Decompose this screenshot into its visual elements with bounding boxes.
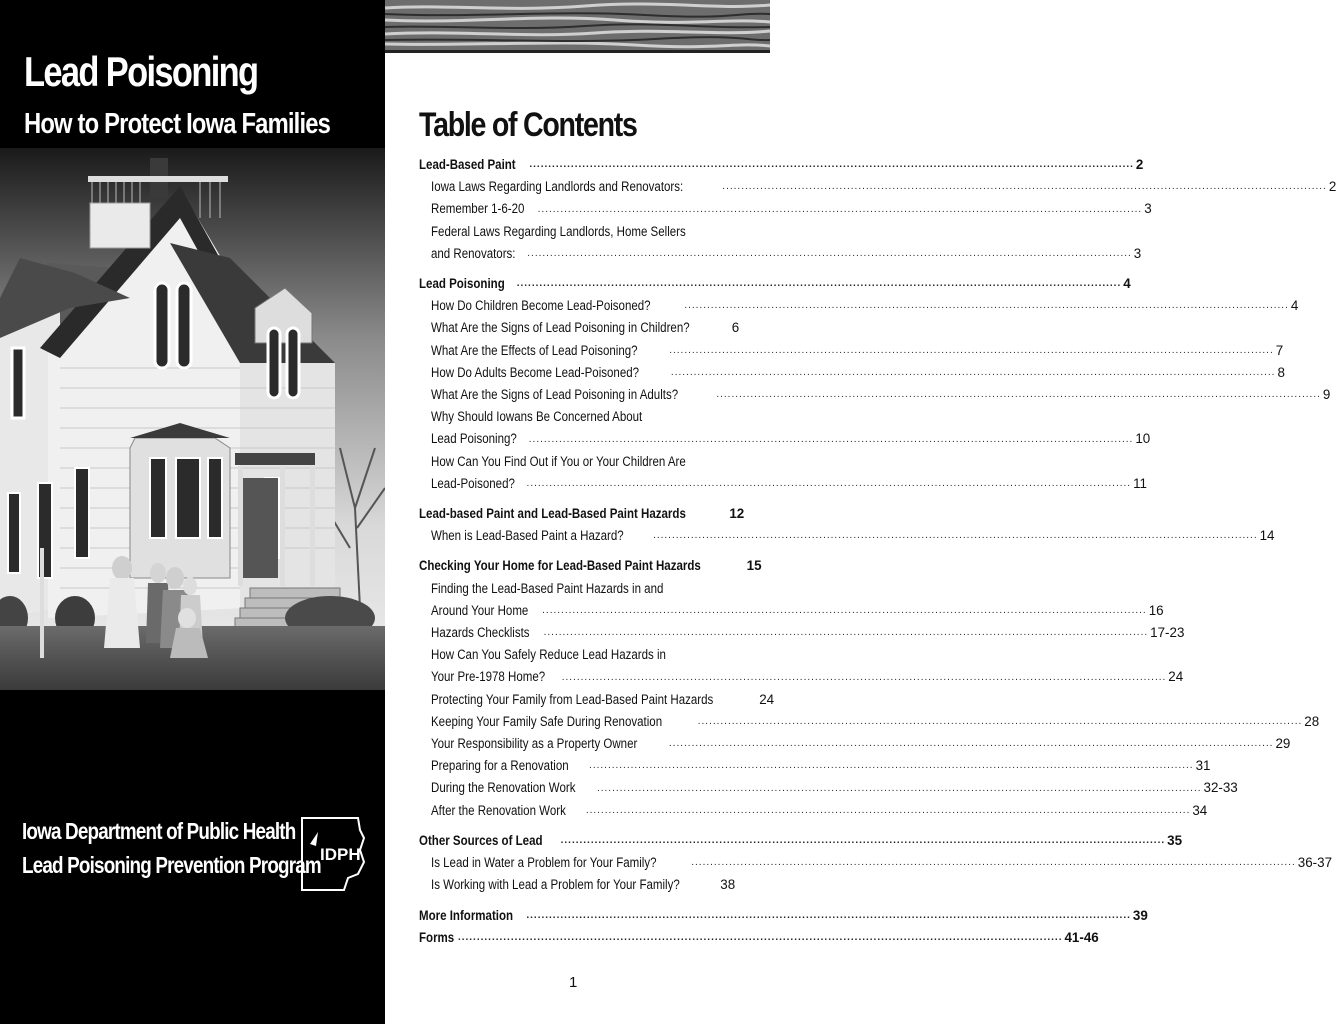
dot-leader bbox=[562, 671, 1167, 685]
toc-entry-text: Lead Poisoning? bbox=[431, 431, 517, 447]
toc-entry-text: What Are the Signs of Lead Poisoning in Adults? bbox=[431, 387, 679, 403]
dot-leader bbox=[691, 856, 1296, 870]
toc-heading-entry bbox=[419, 273, 1131, 295]
toc-entry-text: Why Should Iowans Be Concerned About bbox=[431, 409, 643, 425]
toc-entry-text: Your Responsibility as a Property Owner bbox=[431, 736, 638, 752]
toc-page-ref: 4 bbox=[1290, 298, 1299, 314]
toc-page-ref: 41-46 bbox=[1064, 929, 1099, 945]
toc-entry-text: and Renovators: bbox=[431, 245, 516, 261]
dot-leader bbox=[669, 737, 1274, 751]
toc-page-ref: 31 bbox=[1195, 758, 1211, 774]
program-name: Lead Poisoning Prevention Program bbox=[22, 852, 321, 878]
cover-subtitle: How to Protect Iowa Families bbox=[24, 108, 331, 140]
dot-leader bbox=[586, 804, 1191, 818]
toc-entry-text: Iowa Laws Regarding Landlords and Renovators: bbox=[431, 179, 684, 195]
toc-page-ref: 14 bbox=[1259, 528, 1275, 544]
toc-page-ref: 12 bbox=[729, 506, 745, 522]
toc-page-ref: 35 bbox=[1167, 832, 1183, 848]
toc-entry-text: Hazards Checklists bbox=[431, 625, 530, 641]
toc-list bbox=[419, 154, 1336, 957]
toc-entry-text: Preparing for a Renovation bbox=[431, 758, 569, 774]
toc-entry-text: What Are the Effects of Lead Poisoning? bbox=[431, 342, 638, 358]
toc-entry-text: Remember 1-6-20 bbox=[431, 201, 525, 217]
toc-heading-entry bbox=[419, 830, 1183, 852]
toc-entry-text: Lead-Poisoned? bbox=[431, 475, 515, 491]
toc-page-ref: 16 bbox=[1148, 602, 1164, 618]
org-name: Iowa Department of Public Health bbox=[22, 818, 296, 844]
toc-page-ref: 9 bbox=[1322, 387, 1331, 403]
cover-title: Lead Poisoning bbox=[24, 48, 258, 95]
dot-leader bbox=[529, 158, 1134, 172]
toc-page-ref: 32-33 bbox=[1203, 780, 1238, 796]
toc-page-ref: 17-23 bbox=[1150, 625, 1185, 641]
toc-page-ref: 39 bbox=[1132, 907, 1148, 923]
dot-leader bbox=[529, 433, 1134, 447]
toc-page-ref: 15 bbox=[746, 558, 762, 574]
toc-heading-entry bbox=[419, 927, 1099, 949]
toc-page-ref: 3 bbox=[1133, 245, 1142, 261]
cover-panel bbox=[0, 0, 385, 1024]
toc-section bbox=[419, 555, 1320, 821]
toc-entry-text: Is Working with Lead a Problem for Your Family? bbox=[431, 877, 680, 893]
toc-entry-text: Around Your Home bbox=[431, 602, 529, 618]
dot-leader bbox=[517, 277, 1122, 291]
toc-sub-entry bbox=[419, 600, 1164, 622]
toc-sub-entry bbox=[419, 689, 775, 711]
toc-sub-entry bbox=[419, 777, 1238, 799]
toc-page-ref: 10 bbox=[1135, 431, 1151, 447]
toc-sub-entry bbox=[419, 666, 1184, 688]
weathered-wood-banner bbox=[385, 0, 770, 62]
toc-page-ref: 36-37 bbox=[1297, 855, 1333, 871]
toc-entry-text: How Can You Find Out if You or Your Children Are bbox=[431, 453, 686, 469]
dot-leader bbox=[684, 299, 1289, 313]
toc-sub-entry bbox=[419, 622, 1185, 644]
page-number: 1 bbox=[569, 974, 578, 991]
dot-leader bbox=[669, 344, 1274, 358]
toc-entry-text: More Information bbox=[419, 907, 514, 923]
toc-sub-entry bbox=[419, 800, 1208, 822]
toc-section bbox=[419, 154, 1336, 265]
toc-page-ref: 6 bbox=[731, 320, 740, 336]
dot-leader bbox=[542, 604, 1147, 618]
toc-entry-text: Other Sources of Lead bbox=[419, 832, 543, 848]
toc-entry-text: Finding the Lead-Based Paint Hazards in and bbox=[431, 580, 664, 596]
toc-page-ref: 24 bbox=[1168, 669, 1184, 685]
toc-heading-entry bbox=[419, 905, 1148, 927]
toc-page-ref: 4 bbox=[1123, 276, 1131, 292]
logo-text: IDPH bbox=[320, 845, 361, 864]
toc-heading-entry bbox=[419, 154, 1144, 176]
dot-leader bbox=[561, 834, 1166, 848]
toc-sub-entry bbox=[419, 874, 735, 896]
dot-leader bbox=[538, 203, 1143, 217]
dot-leader bbox=[527, 477, 1132, 491]
dot-leader bbox=[597, 782, 1202, 796]
toc-page-ref: 8 bbox=[1277, 364, 1285, 380]
dot-leader bbox=[671, 366, 1276, 380]
toc-entry-text: Lead-based Paint and Lead-Based Paint Hazards bbox=[419, 506, 686, 522]
idph-logo bbox=[298, 816, 368, 894]
dot-leader bbox=[527, 247, 1132, 261]
toc-entry-text: Federal Laws Regarding Landlords, Home Sellers bbox=[431, 223, 686, 239]
toc-section bbox=[419, 830, 1333, 897]
toc-entry-text: During the Renovation Work bbox=[431, 780, 576, 796]
dot-leader bbox=[698, 715, 1303, 729]
toc-page-ref: 34 bbox=[1192, 802, 1208, 818]
toc-page-ref: 2 bbox=[1135, 157, 1144, 172]
dot-leader bbox=[458, 931, 1063, 945]
toc-section bbox=[419, 503, 1275, 547]
toc-section bbox=[419, 273, 1331, 495]
toc-sub-entry bbox=[419, 317, 740, 339]
toc-entry-text: Keeping Your Family Safe During Renovation bbox=[431, 713, 663, 729]
toc-entry-text: Is Lead in Water a Problem for Your Family? bbox=[431, 855, 657, 871]
toc-page-ref: 2 bbox=[1328, 179, 1336, 195]
toc-sub-entry bbox=[419, 711, 1320, 733]
toc-entry-text: Lead Poisoning bbox=[419, 276, 505, 292]
toc-page-ref: 28 bbox=[1304, 713, 1320, 729]
toc-sub-entry bbox=[419, 243, 1142, 265]
toc-entry-text: Lead-Based Paint bbox=[419, 157, 516, 172]
toc-sub-entry bbox=[419, 578, 735, 600]
toc-sub-entry bbox=[419, 340, 1284, 362]
toc-entry-text: Forms bbox=[419, 929, 455, 945]
toc-heading-entry bbox=[419, 555, 762, 577]
toc-sub-entry bbox=[419, 451, 735, 473]
toc-sub-entry bbox=[419, 176, 1336, 198]
table-of-contents-page bbox=[385, 62, 1336, 1024]
toc-sub-entry bbox=[419, 755, 1211, 777]
toc-title: Table of Contents bbox=[419, 106, 637, 144]
toc-sub-entry bbox=[419, 406, 735, 428]
toc-page-ref: 3 bbox=[1144, 201, 1152, 217]
toc-entry-text: How Do Children Become Lead-Poisoned? bbox=[431, 298, 651, 314]
dot-leader bbox=[544, 626, 1149, 640]
toc-entry-text: When is Lead-Based Paint a Hazard? bbox=[431, 528, 624, 544]
toc-sub-entry bbox=[419, 295, 1299, 317]
toc-entry-text: Protecting Your Family from Lead-Based Paint Hazards bbox=[431, 691, 714, 707]
dot-leader bbox=[589, 759, 1194, 773]
toc-sub-entry bbox=[419, 221, 735, 243]
toc-sub-entry bbox=[419, 473, 1147, 495]
dot-leader bbox=[716, 388, 1321, 402]
toc-sub-entry bbox=[419, 525, 1275, 547]
toc-entry-text: How Can You Safely Reduce Lead Hazards in bbox=[431, 647, 666, 663]
house-family-photo bbox=[0, 148, 385, 690]
toc-page-ref: 38 bbox=[720, 877, 736, 893]
toc-page-ref: 29 bbox=[1275, 736, 1291, 752]
dot-leader bbox=[653, 529, 1258, 543]
toc-page-ref: 24 bbox=[759, 691, 775, 707]
toc-entry-text: Checking Your Home for Lead-Based Paint Hazards bbox=[419, 558, 701, 574]
toc-entry-text: Your Pre-1978 Home? bbox=[431, 669, 546, 685]
toc-entry-text: How Do Adults Become Lead-Poisoned? bbox=[431, 364, 640, 380]
dot-leader bbox=[722, 180, 1327, 194]
toc-page-ref: 7 bbox=[1275, 342, 1284, 358]
toc-heading-entry bbox=[419, 503, 745, 525]
toc-sub-entry bbox=[419, 852, 1333, 874]
toc-entry-text: What Are the Signs of Lead Poisoning in Children? bbox=[431, 320, 690, 336]
toc-sub-entry bbox=[419, 384, 1331, 406]
toc-page-ref: 11 bbox=[1133, 475, 1147, 491]
toc-sub-entry bbox=[419, 362, 1285, 384]
toc-section bbox=[419, 905, 1148, 949]
toc-sub-entry bbox=[419, 198, 1152, 220]
dot-leader bbox=[526, 909, 1131, 923]
toc-entry-text: After the Renovation Work bbox=[431, 802, 566, 818]
toc-sub-entry bbox=[419, 733, 1291, 755]
toc-sub-entry bbox=[419, 644, 735, 666]
toc-sub-entry bbox=[419, 428, 1151, 450]
